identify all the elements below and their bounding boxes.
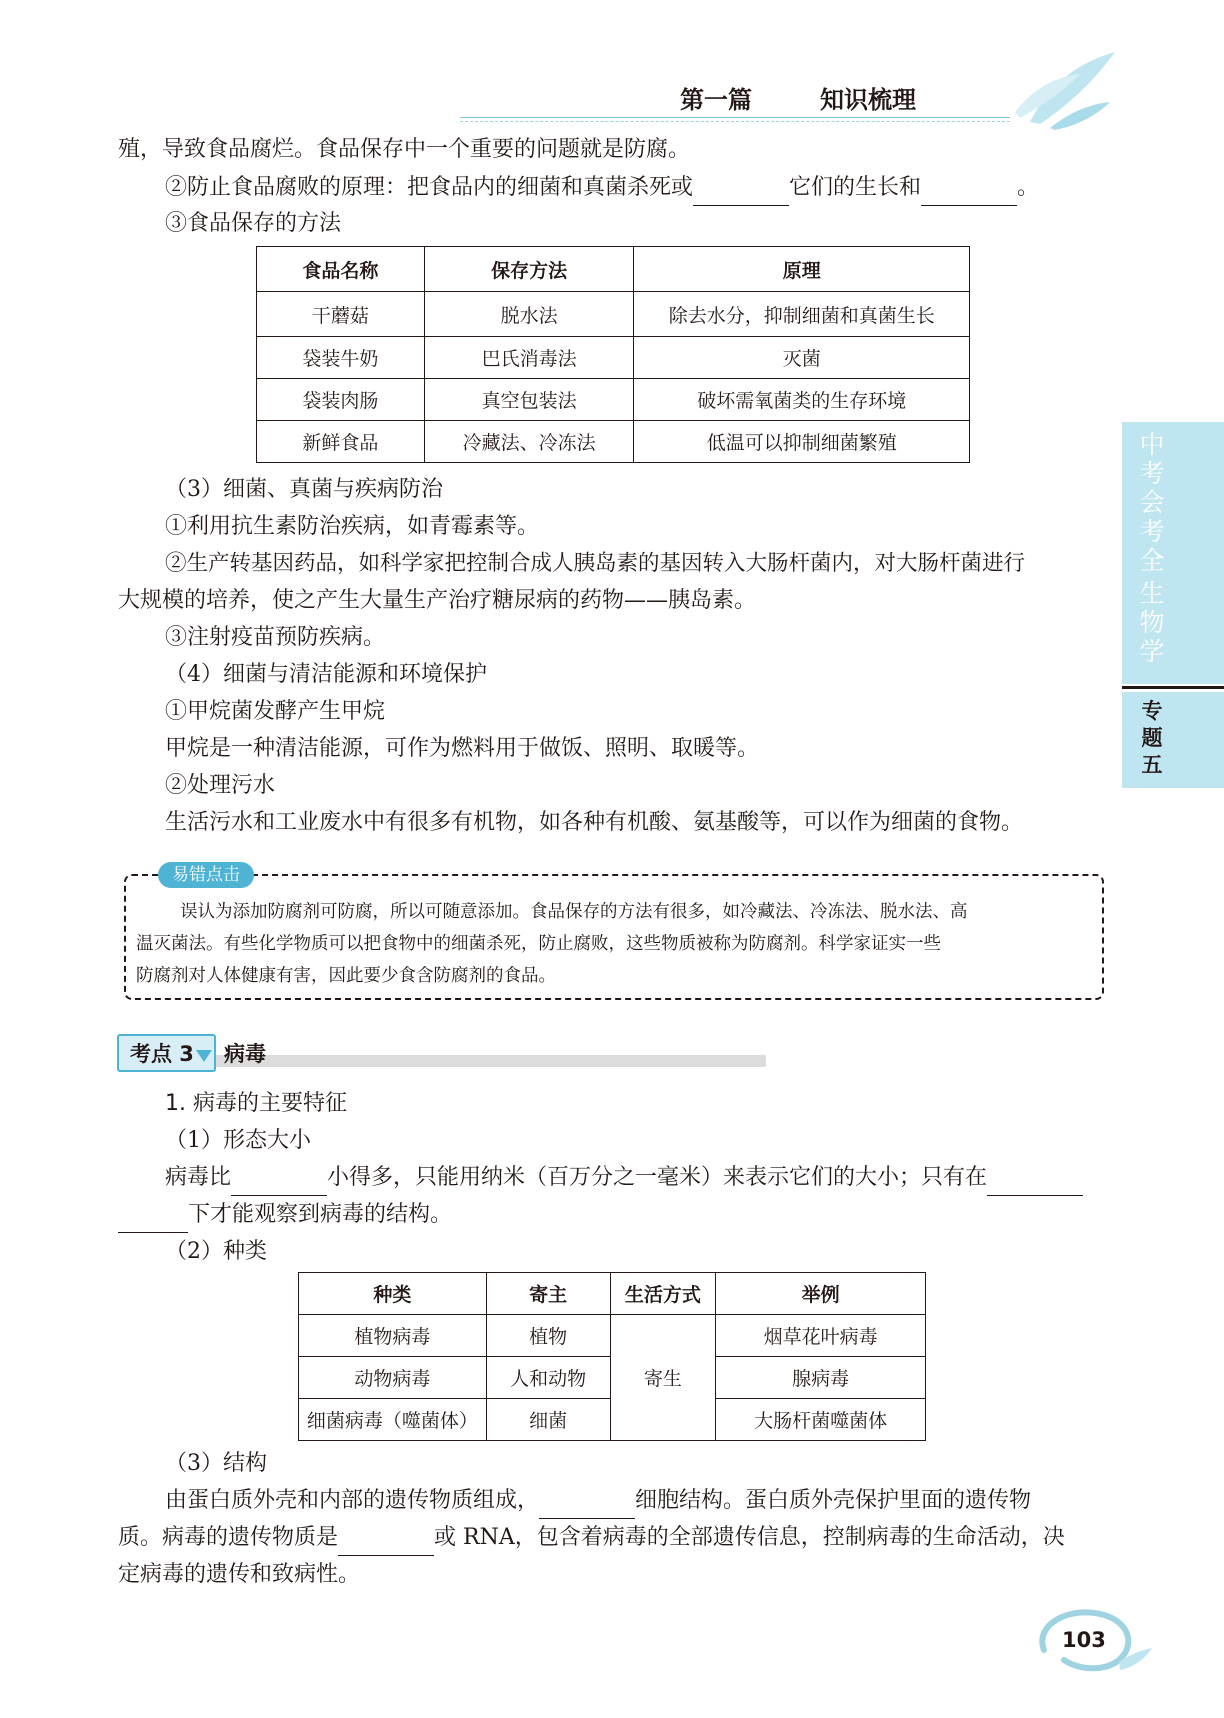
kaodian-label: 考点 3 <box>130 1042 194 1066</box>
table-header: 寄主 <box>486 1273 610 1315</box>
text-line: ③食品保存的方法 <box>165 211 342 236</box>
answer-blank <box>118 1208 188 1233</box>
table-cell: 脱水法 <box>424 292 634 337</box>
text-line <box>165 1483 1031 1519</box>
table-header: 食品名称 <box>257 247 425 292</box>
table-header: 原理 <box>634 247 970 292</box>
side-tab-book <box>1122 422 1224 684</box>
section-heading: （1）形态大小 <box>165 1128 311 1153</box>
text-fragment: ②防止食品腐败的原理：把食品内的细菌和真菌杀死或 <box>165 175 694 200</box>
text-fragment: 细胞结构。蛋白质外壳保护里面的遗传物 <box>635 1488 1032 1513</box>
text-line: 殖，导致食品腐烂。食品保存中一个重要的问题就是防腐。 <box>118 137 691 162</box>
header-part: 第一篇 <box>680 85 752 114</box>
kaodian-title: 病毒 <box>224 1042 266 1066</box>
side-topic-char: 题 <box>1141 726 1163 750</box>
table-cell: 冷藏法、冷冻法 <box>424 421 634 463</box>
text-line: ①甲烷菌发酵产生甲烷 <box>165 699 386 724</box>
side-subject-char: 生 <box>1139 579 1165 608</box>
text-line: ①利用抗生素防治疾病，如青霉素等。 <box>165 514 540 539</box>
text-fragment: 下才能观察到病毒的结构。 <box>188 1202 453 1227</box>
side-subject-char: 物 <box>1139 608 1165 637</box>
text-line: 甲烷是一种清洁能源，可作为燃料用于做饭、照明、取暖等。 <box>165 736 760 761</box>
table-row <box>299 1315 926 1357</box>
food-preservation-table <box>256 246 970 463</box>
table-cell: 烟草花叶病毒 <box>716 1315 926 1357</box>
table-row <box>257 337 970 379</box>
text-line: 生活污水和工业废水中有很多有机物，如各种有机酸、氨基酸等，可以作为细菌的食物。 <box>165 810 1024 835</box>
section-heading: （2）种类 <box>165 1239 267 1264</box>
section-heading: 1. 病毒的主要特征 <box>165 1091 347 1116</box>
text-fragment: 质。病毒的遗传物质是 <box>118 1525 339 1550</box>
text-fragment: 它们的生长和 <box>789 175 922 200</box>
table-row <box>257 292 970 337</box>
answer-blank <box>987 1171 1083 1196</box>
section-heading: （3）结构 <box>165 1451 267 1476</box>
table-cell: 腺病毒 <box>716 1357 926 1399</box>
answer-blank <box>693 181 789 206</box>
table-row <box>257 421 970 463</box>
table-cell: 袋装牛奶 <box>257 337 425 379</box>
side-book-char: 考 <box>1139 517 1165 546</box>
table-header: 生活方式 <box>610 1273 716 1315</box>
table-cell: 细菌 <box>486 1399 610 1441</box>
table-cell: 植物病毒 <box>299 1315 487 1357</box>
side-topic-char: 专 <box>1141 699 1163 723</box>
table-header: 种类 <box>299 1273 487 1315</box>
text-line <box>118 1520 1065 1556</box>
header-rule <box>460 117 1010 118</box>
text-line: 大规模的培养，使之产生大量生产治疗糖尿病的药物——胰岛素。 <box>118 588 757 613</box>
header-rule-dashed <box>460 121 1010 122</box>
text-fragment: 。 <box>1017 175 1040 200</box>
side-book-char: 考 <box>1139 459 1165 488</box>
table-cell: 植物 <box>486 1315 610 1357</box>
side-topic-char: 五 <box>1141 753 1163 777</box>
virus-types-table <box>298 1272 926 1441</box>
text-line: ②处理污水 <box>165 773 276 798</box>
table-cell: 低温可以抑制细菌繁殖 <box>634 421 970 463</box>
table-cell: 动物病毒 <box>299 1357 487 1399</box>
table-cell: 真空包装法 <box>424 379 634 421</box>
leaf-decoration-icon <box>1010 42 1120 132</box>
text-line: ②生产转基因药品，如科学家把控制合成人胰岛素的基因转入大肠杆菌内，对大肠杆菌进行 <box>165 551 1026 576</box>
side-book-char: 会 <box>1139 488 1165 517</box>
text-fragment: 病毒比 <box>165 1165 232 1190</box>
table-row <box>257 379 970 421</box>
text-line: 定病毒的遗传和致病性。 <box>118 1562 361 1587</box>
header-title: 知识梳理 <box>820 85 916 114</box>
text-fragment: 或 RNA，包含着病毒的全部遗传信息，控制病毒的生命活动，决 <box>434 1525 1065 1550</box>
side-tab-divider <box>1122 686 1224 689</box>
text-line: ③注射疫苗预防疾病。 <box>165 625 386 650</box>
text-line <box>165 170 1039 206</box>
answer-blank <box>338 1531 434 1556</box>
side-tab-topic <box>1122 692 1224 788</box>
answer-blank <box>539 1494 635 1519</box>
tip-label: 易错点击 <box>158 862 254 888</box>
table-header: 保存方法 <box>424 247 634 292</box>
table-cell: 除去水分，抑制细菌和真菌生长 <box>634 292 970 337</box>
table-cell: 新鲜食品 <box>257 421 425 463</box>
answer-blank <box>921 181 1017 206</box>
side-subject-char: 学 <box>1139 637 1165 666</box>
side-book-char: 中 <box>1139 430 1165 459</box>
text-line <box>165 1160 1083 1196</box>
tip-text: 误认为添加防腐剂可防腐，所以可随意添加。食品保存的方法有很多，如冷藏法、冷冻法、脱水法、高 <box>180 902 968 922</box>
table-cell-lifestyle: 寄生 <box>610 1315 716 1441</box>
table-cell: 细菌病毒（噬菌体） <box>299 1399 487 1441</box>
table-cell: 巴氏消毒法 <box>424 337 634 379</box>
side-book-char: 全 <box>1139 546 1165 575</box>
chevron-down-icon <box>194 1046 214 1066</box>
table-header: 举例 <box>716 1273 926 1315</box>
tip-text: 温灭菌法。有些化学物质可以把食物中的细菌杀死，防止腐败，这些物质被称为防腐剂。科学家证实一些 <box>136 934 941 954</box>
table-cell: 人和动物 <box>486 1357 610 1399</box>
text-line <box>118 1197 452 1233</box>
section-heading: （3）细菌、真菌与疾病防治 <box>165 477 443 502</box>
tip-text: 防腐剂对人体健康有害，因此要少食含防腐剂的食品。 <box>136 966 556 986</box>
section-heading: （4）细菌与清洁能源和环境保护 <box>165 662 487 687</box>
table-cell: 干蘑菇 <box>257 292 425 337</box>
table-cell: 灭菌 <box>634 337 970 379</box>
table-cell: 袋装肉肠 <box>257 379 425 421</box>
page-number: 103 <box>1062 1628 1106 1652</box>
text-fragment: 由蛋白质外壳和内部的遗传物质组成， <box>165 1488 540 1513</box>
kaodian-bar <box>210 1055 766 1067</box>
table-cell: 破坏需氧菌类的生存环境 <box>634 379 970 421</box>
text-fragment: 小得多，只能用纳米（百万分之一毫米）来表示它们的大小；只有在 <box>327 1165 988 1190</box>
table-cell: 大肠杆菌噬菌体 <box>716 1399 926 1441</box>
answer-blank <box>231 1171 327 1196</box>
